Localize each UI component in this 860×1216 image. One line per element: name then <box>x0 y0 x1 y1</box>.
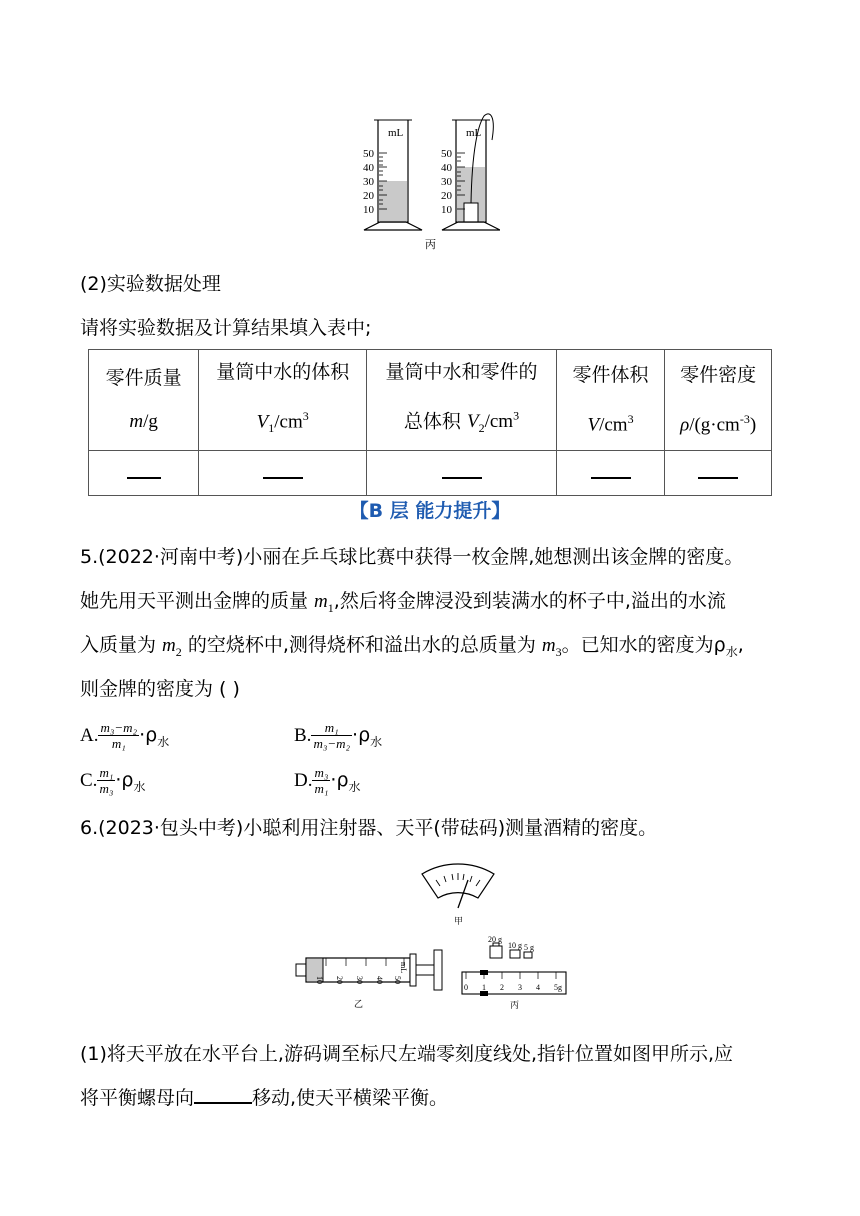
q5-line-2: 她先用天平测出金牌的质量 $m_1$,然后将金牌浸没到装满水的杯子中,溢出的水流 <box>80 590 726 615</box>
q6-figure <box>288 862 578 1014</box>
svg-text:0: 0 <box>464 983 468 992</box>
cylinder-left <box>363 120 422 230</box>
svg-text:50: 50 <box>363 148 374 160</box>
svg-text:5 g: 5 g <box>524 943 534 952</box>
fig-label-jia: 甲 <box>454 917 464 927</box>
q6-sub1-line-2: 将平衡螺母向 移动,使天平横梁平衡。 <box>80 1084 448 1112</box>
svg-text:30: 30 <box>441 176 452 188</box>
q6-answer-blank[interactable] <box>194 1084 252 1104</box>
q6-line-1: 6.(2023·包头中考)小聪利用注射器、天平(带砝码)测量酒精的密度。 <box>80 817 658 839</box>
cylinder-right <box>441 114 500 230</box>
svg-text:mL: mL <box>466 127 482 139</box>
answer-cell-part-volume[interactable] <box>556 451 664 496</box>
svg-text:20: 20 <box>363 190 374 202</box>
fig-label-bing: 丙 <box>510 1001 520 1011</box>
answer-cell-density[interactable] <box>665 451 772 496</box>
q5-line-4: 则金牌的密度为 ( ) <box>80 678 240 700</box>
svg-text:mL: mL <box>388 127 404 139</box>
svg-text:30: 30 <box>363 176 374 188</box>
svg-text:20: 20 <box>335 976 344 984</box>
svg-text:40: 40 <box>363 162 374 174</box>
instruction-text: 请将实验数据及计算结果填入表中; <box>80 317 372 339</box>
col-header-density: 零件密度 $\rho/(g\cdot cm^{-3})$ <box>665 350 772 451</box>
svg-text:4: 4 <box>536 983 540 992</box>
weights-and-ruler <box>462 935 566 1011</box>
svg-text:40: 40 <box>375 976 384 984</box>
svg-text:5g: 5g <box>554 983 562 992</box>
svg-text:10: 10 <box>363 204 374 216</box>
layer-heading: 【B 层 能力提升】 <box>349 500 511 522</box>
section-2-title: (2)实验数据处理 <box>80 273 221 295</box>
q5-option-a[interactable]: A. $\frac{\text{m₃−m₂}}{\text{m₁}}$ $\cdot\rho_水$ <box>80 720 170 751</box>
svg-text:20: 20 <box>441 190 452 202</box>
svg-text:40: 40 <box>441 162 452 174</box>
svg-text:1: 1 <box>482 983 486 992</box>
q5-line-1: 5.(2022·河南中考)小丽在乒乓球比赛中获得一枚金牌,她想测出该金牌的密度。 <box>80 546 744 568</box>
svg-text:3: 3 <box>518 983 522 992</box>
svg-text:10: 10 <box>441 204 452 216</box>
q5-line-3: 入质量为 $m_2$ 的空烧杯中,测得烧杯和溢出水的总质量为 $m_3$。已知水的密度为$\rho_水$, <box>80 634 744 659</box>
svg-text:10 g: 10 g <box>508 941 522 950</box>
answer-cell-water-volume[interactable] <box>199 451 367 496</box>
graduated-cylinders-figure <box>360 110 500 255</box>
col-header-water-volume: 量筒中水的体积 $V_1/cm^3$ <box>199 350 367 451</box>
q6-sub1-line-1: (1)将天平放在水平台上,游码调至标尺左端零刻度线处,指针位置如图甲所示,应 <box>80 1043 734 1065</box>
svg-text:50: 50 <box>393 976 402 984</box>
col-header-mass: 零件质量 m/g <box>89 350 199 451</box>
col-header-total-volume: 量筒中水和零件的 总体积 $V_2/cm^3$ <box>367 350 557 451</box>
balance-dial <box>422 864 494 927</box>
syringe <box>296 950 442 1010</box>
svg-text:20 g: 20 g <box>488 935 502 944</box>
figure-caption-bing: 丙 <box>425 238 436 251</box>
svg-text:10: 10 <box>315 976 324 984</box>
svg-text:mL: mL <box>399 962 408 974</box>
q5-option-d[interactable]: D. $\frac{\text{m₃}}{\text{m₁}}$ $\cdot\rho_水$ <box>294 765 361 796</box>
svg-text:2: 2 <box>500 983 504 992</box>
answer-cell-mass[interactable] <box>89 451 199 496</box>
q5-option-c[interactable]: C. $\frac{\text{m₁}}{\text{m₃}}$ $\cdot\rho_水$ <box>80 765 146 796</box>
answer-cell-total-volume[interactable] <box>367 451 557 496</box>
data-table <box>88 349 772 496</box>
fig-label-yi: 乙 <box>354 1000 364 1010</box>
svg-text:50: 50 <box>441 148 452 160</box>
q5-option-b[interactable]: B. $\frac{\text{m₁}}{\text{m₃−m₂}}$ $\cdot\rho_水$ <box>294 720 383 751</box>
svg-text:30: 30 <box>355 976 364 984</box>
col-header-part-volume: 零件体积 $V/cm^3$ <box>556 350 664 451</box>
